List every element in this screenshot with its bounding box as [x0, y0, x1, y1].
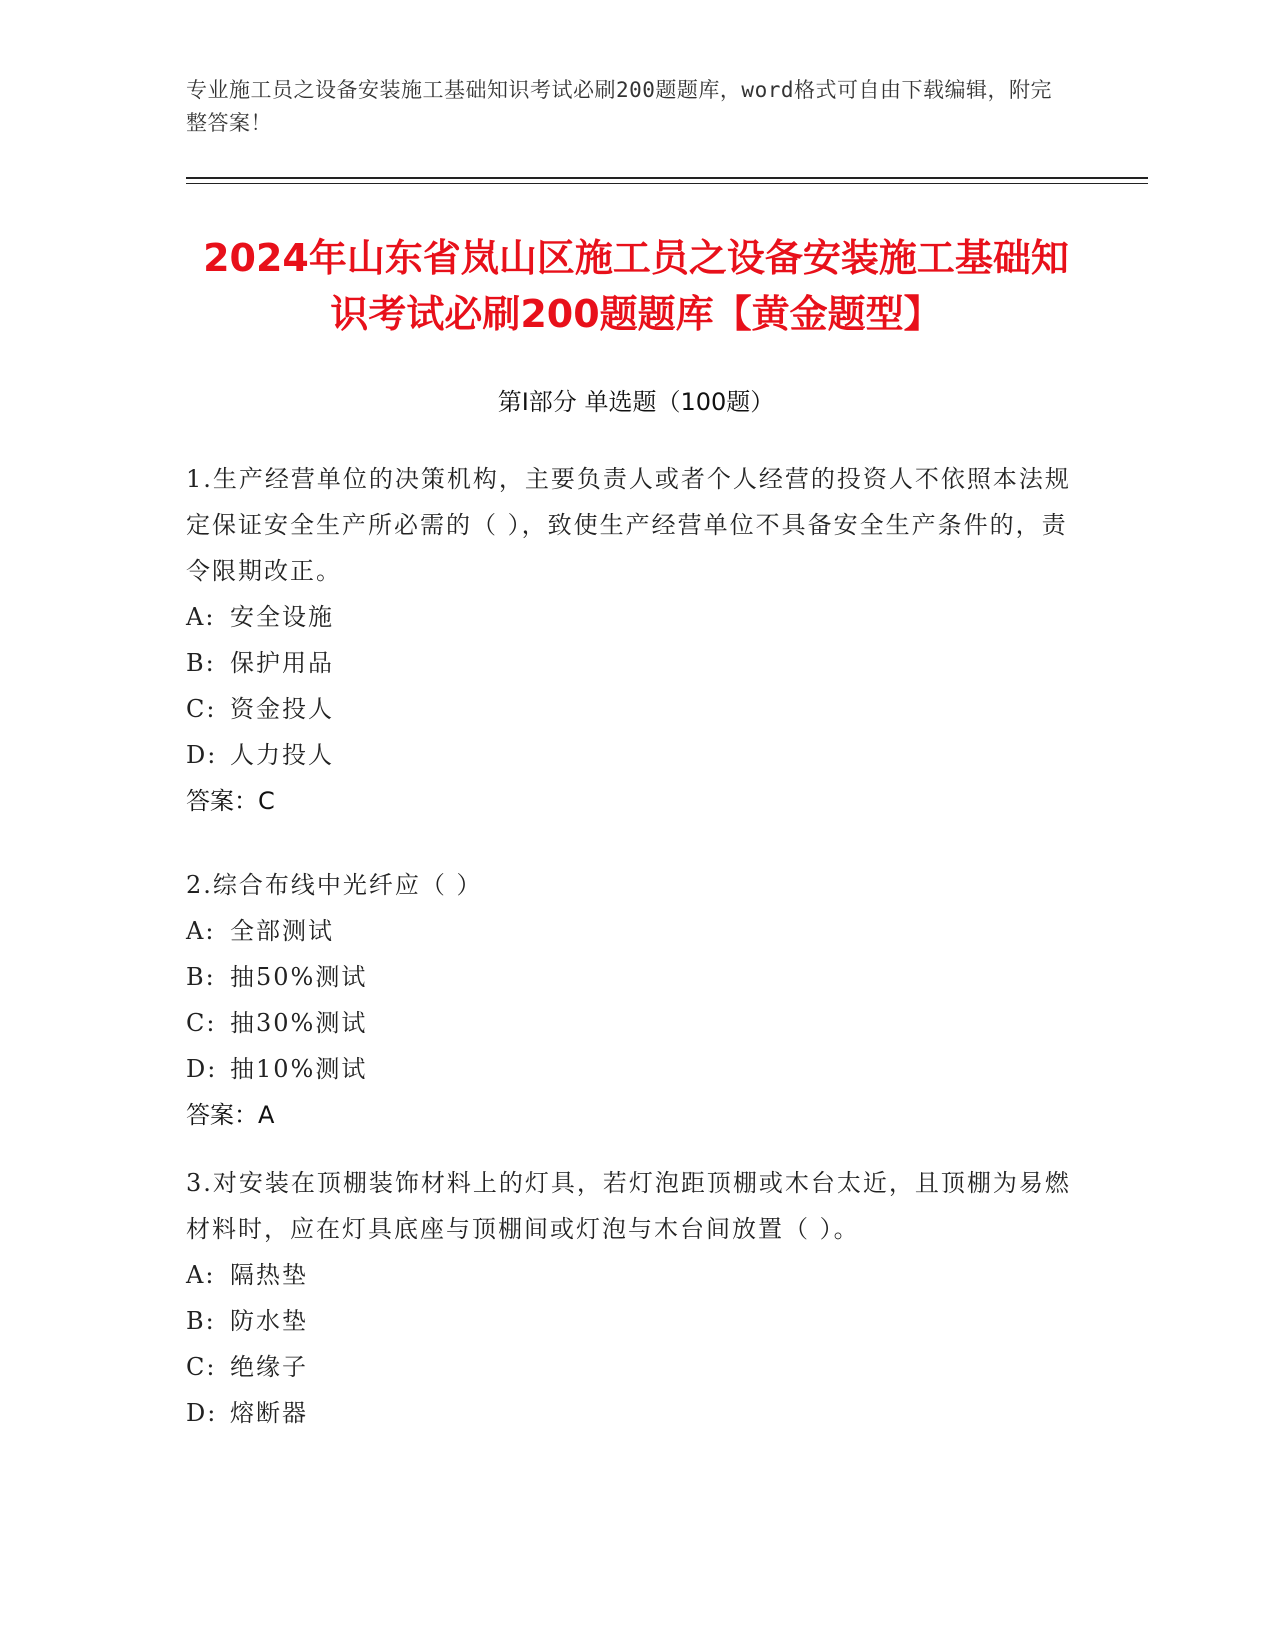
option-d	[186, 732, 1086, 778]
question-2	[186, 862, 1086, 1138]
option-label: B:	[186, 649, 216, 677]
option-a	[186, 1252, 1086, 1298]
option-label: B:	[186, 963, 216, 991]
question-text: 1.生产经营单位的决策机构，主要负责人或者个人经营的投资人不依照本法规定保证安全生产所必需的（ ），致使生产经营单位不具备安全生产条件的，责令限期改正。	[186, 465, 1071, 585]
option-text: 熔断器	[230, 1399, 308, 1427]
option-text: 保护用品	[230, 649, 334, 677]
option-label: D:	[186, 741, 218, 769]
option-label: B:	[186, 1307, 216, 1335]
option-text: 防水垫	[230, 1307, 308, 1335]
option-label: A:	[186, 1261, 216, 1289]
option-text: 抽30%测试	[230, 1009, 368, 1037]
option-label: D:	[186, 1399, 218, 1427]
option-text: 抽50%测试	[230, 963, 368, 991]
option-text: 安全设施	[230, 603, 334, 631]
question-3	[186, 1160, 1086, 1436]
option-label: C:	[186, 695, 217, 723]
option-label: A:	[186, 603, 216, 631]
option-a	[186, 908, 1086, 954]
option-c	[186, 1344, 1086, 1390]
option-text: 全部测试	[230, 917, 334, 945]
answer: 答案：C	[186, 787, 275, 815]
option-d	[186, 1390, 1086, 1436]
option-b	[186, 1298, 1086, 1344]
option-text: 资金投人	[230, 695, 334, 723]
document-title: 2024年山东省岚山区施工员之设备安装施工基础知识考试必刷200题题库【黄金题型】	[203, 236, 1069, 336]
option-text: 人力投人	[230, 741, 334, 769]
option-c	[186, 1000, 1086, 1046]
option-text: 隔热垫	[230, 1261, 308, 1289]
option-text: 抽10%测试	[230, 1055, 368, 1083]
header-divider-thin	[186, 183, 1148, 184]
header-note: 专业施工员之设备安装施工基础知识考试必刷200题题库，word格式可自由下载编辑，附完整答案！	[186, 78, 1052, 135]
question-text: 3.对安装在顶棚装饰材料上的灯具，若灯泡距顶棚或木台太近，且顶棚为易燃材料时，应在灯具底座与顶棚间或灯泡与木台间放置（ ）。	[186, 1169, 1071, 1243]
option-label: C:	[186, 1353, 217, 1381]
option-label: C:	[186, 1009, 217, 1037]
option-d	[186, 1046, 1086, 1092]
option-a	[186, 594, 1086, 640]
option-b	[186, 954, 1086, 1000]
question-text: 2.综合布线中光纤应（ ）	[186, 871, 483, 899]
header-divider	[186, 177, 1148, 179]
option-text: 绝缘子	[230, 1353, 308, 1381]
answer: 答案：A	[186, 1101, 275, 1129]
question-1	[186, 456, 1086, 824]
option-label: D:	[186, 1055, 218, 1083]
option-b	[186, 640, 1086, 686]
option-c	[186, 686, 1086, 732]
option-label: A:	[186, 917, 216, 945]
section-title: 第Ⅰ部分 单选题（100题）	[497, 388, 775, 416]
